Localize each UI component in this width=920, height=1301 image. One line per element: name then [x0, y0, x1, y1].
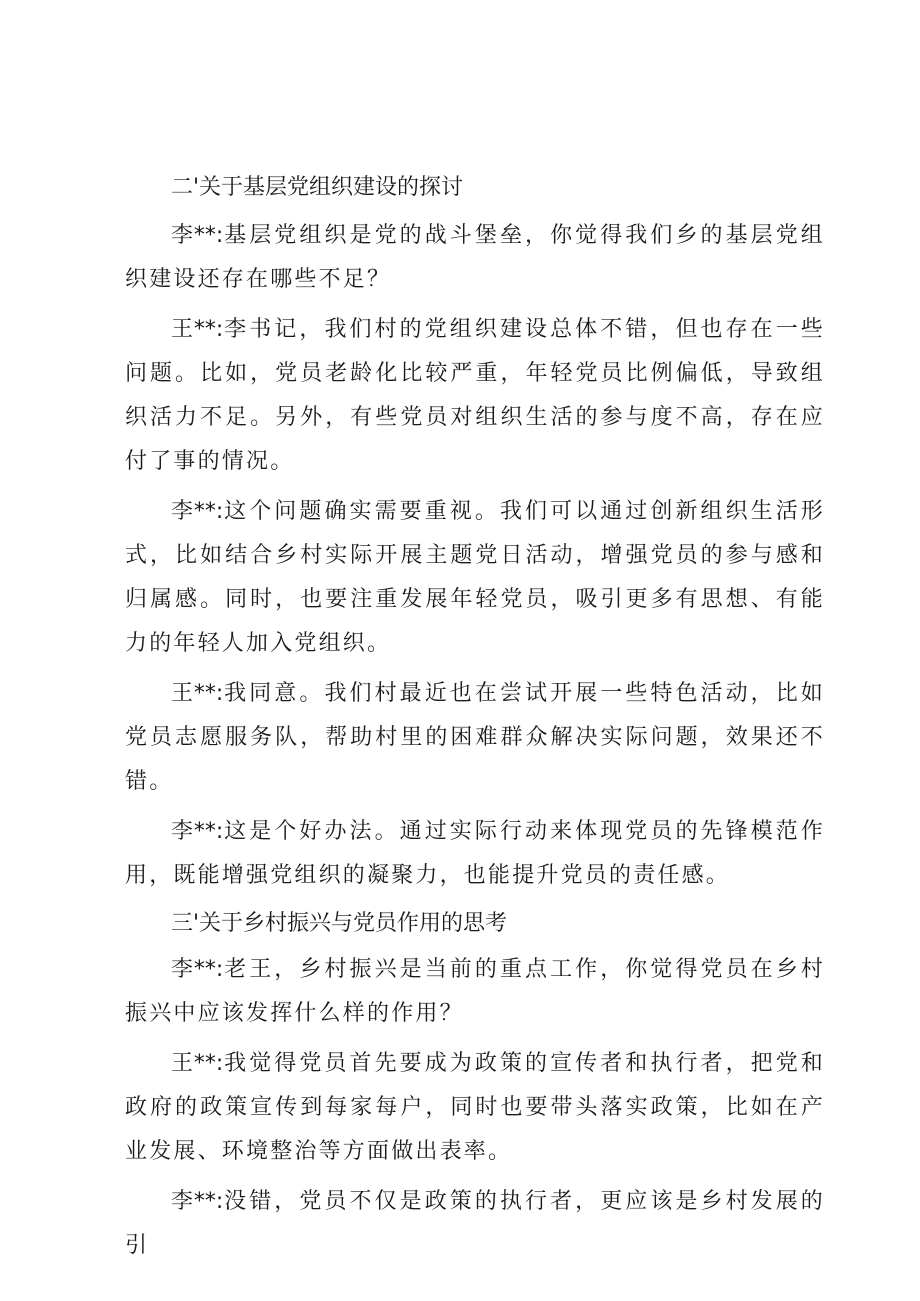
dialogue-paragraph	[125, 672, 825, 804]
dialogue-paragraph	[125, 214, 825, 302]
speaker-label: 李**:	[171, 819, 224, 844]
speaker-label: 李**:	[171, 499, 224, 524]
dialogue-text: 这是个好办法。通过实际行动来体现党员的先锋模范作用，既能增强党组织的凝聚力，也能提升党员的责任感。	[125, 819, 825, 888]
dialogue-text: 我同意。我们村最近也在尝试开展一些特色活动，比如党员志愿服务队，帮助村里的困难群众解决实际问题，效果还不错。	[125, 681, 825, 794]
dialogue-text: 这个问题确实需要重视。我们可以通过创新组织生活形式，比如结合乡村实际开展主题党日活动，增强党员的参与感和归属感。同时，也要注重发展年轻党员，吸引更多有思想、有能力的年轻人加入党组织。	[125, 499, 825, 656]
section-heading: 二'关于基层党组织建设的探讨	[171, 175, 464, 200]
speaker-label: 王**:	[171, 1051, 224, 1076]
speaker-label: 李**:	[171, 1189, 224, 1214]
dialogue-paragraph	[125, 1180, 825, 1268]
speaker-label: 李**:	[171, 223, 224, 248]
dialogue-paragraph	[125, 948, 825, 1036]
speaker-label: 李**:	[171, 957, 224, 982]
dialogue-paragraph	[125, 490, 825, 666]
document-page	[125, 168, 825, 1274]
speaker-label: 王**:	[171, 681, 224, 706]
dialogue-text: 老王，乡村振兴是当前的重点工作，你觉得党员在乡村振兴中应该发挥什么样的作用？	[125, 957, 825, 1026]
dialogue-paragraph	[125, 810, 825, 898]
section-heading: 三'关于乡村振兴与党员作用的思考	[171, 911, 508, 936]
dialogue-text: 李书记，我们村的党组织建设总体不错，但也存在一些问题。比如，党员老龄化比较严重，年轻党员比例偏低，导致组织活力不足。另外，有些党员对组织生活的参与度不高，存在应付了事的情况。	[125, 317, 825, 474]
dialogue-text: 我觉得党员首先要成为政策的宣传者和执行者，把党和政府的政策宣传到每家每户，同时也要带头落实政策，比如在产业发展、环境整治等方面做出表率。	[125, 1051, 825, 1164]
dialogue-text: 基层党组织是党的战斗堡垒，你觉得我们乡的基层党组织建设还存在哪些不足？	[125, 223, 825, 292]
dialogue-text: 没错，党员不仅是政策的执行者，更应该是乡村发展的引	[125, 1189, 825, 1258]
speaker-label: 王**:	[171, 317, 224, 342]
dialogue-paragraph	[125, 1042, 825, 1174]
dialogue-paragraph	[125, 308, 825, 484]
